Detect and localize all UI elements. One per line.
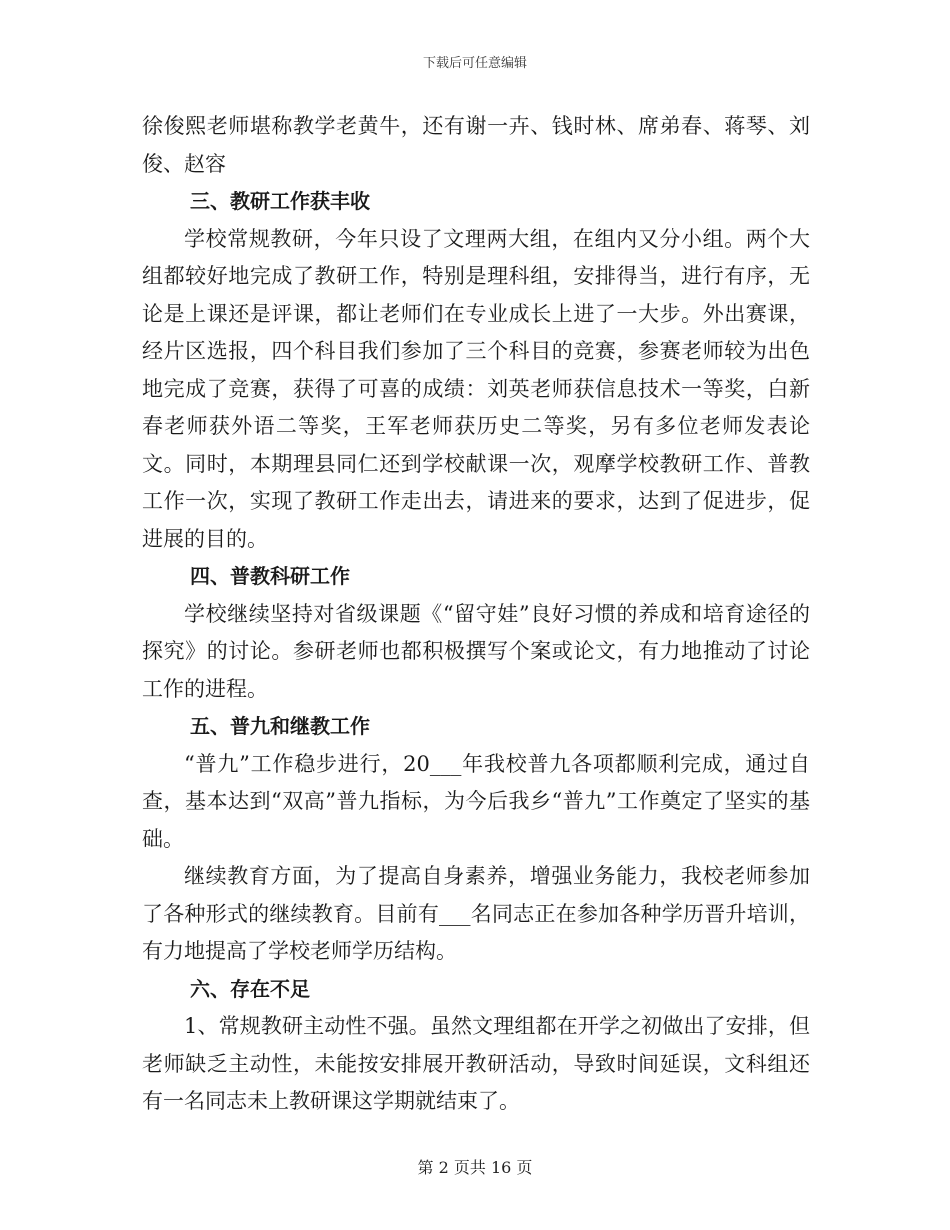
paragraph: 学校常规教研，今年只设了文理两大组，在组内又分小组。两个大组都较好地完成了教研工作，特别是理科组，安排得当，进行有序，无论是上课还是评课，都让老师们在专业成长上进了一大步。外出赛课，经片区选报，四个科目我们参加了三个科目的竞赛，参赛老师较为出色地完成了竞赛，获得了可喜的成绩：刘英老师获信息技术一等奖，白新春老师获外语二等奖，王军老师获历史二等奖，另有多位老师发表论文。同时，本期理县同仁还到学校献课一次，观摩学校教研工作、普教工作一次，实现了教研工作走出去，请进来的要求，达到了促进步，促进展的目的。 xyxy=(142,226,810,551)
page-footer: 第 2 页共 16 页 xyxy=(417,1158,533,1177)
section-heading: 三、教研工作获丰收 xyxy=(190,189,370,213)
page-header: 下载后可任意编辑 xyxy=(422,56,527,71)
section-heading: 四、普教科研工作 xyxy=(190,564,350,588)
paragraph: 学校继续坚持对省级课题《“留守娃”良好习惯的养成和培育途径的探究》的讨论。参研老师也都积极撰写个案或论文，有力地推动了讨论工作的进程。 xyxy=(142,601,810,701)
section-heading: 六、存在不足 xyxy=(190,976,310,1001)
paragraph: 徐俊熙老师堪称教学老黄牛，还有谢一卉、钱时林、席弟春、蒋琴、刘俊、赵容 xyxy=(142,114,810,176)
section-heading: 五、普九和继教工作 xyxy=(190,714,370,738)
paragraph: 继续教育方面，为了提高自身素养，增强业务能力，我校老师参加了各种形式的继续教育。目前有___名同志正在参加各种学历晋升培训，有力地提高了学校老师学历结构。 xyxy=(142,864,810,963)
paragraph: 1、常规教研主动性不强。虽然文理组都在开学之初做出了安排，但老师缺乏主动性，未能按安排展开教研活动，导致时间延误，文科组还有一名同志未上教研课这学期就结束了。 xyxy=(142,1014,810,1113)
document-body xyxy=(142,108,810,1121)
paragraph: “普九”工作稳步进行，20___年我校普九各项都顺利完成，通过自查，基本达到“双高”普九指标，为今后我乡“普九”工作奠定了坚实的基础。 xyxy=(142,751,810,851)
